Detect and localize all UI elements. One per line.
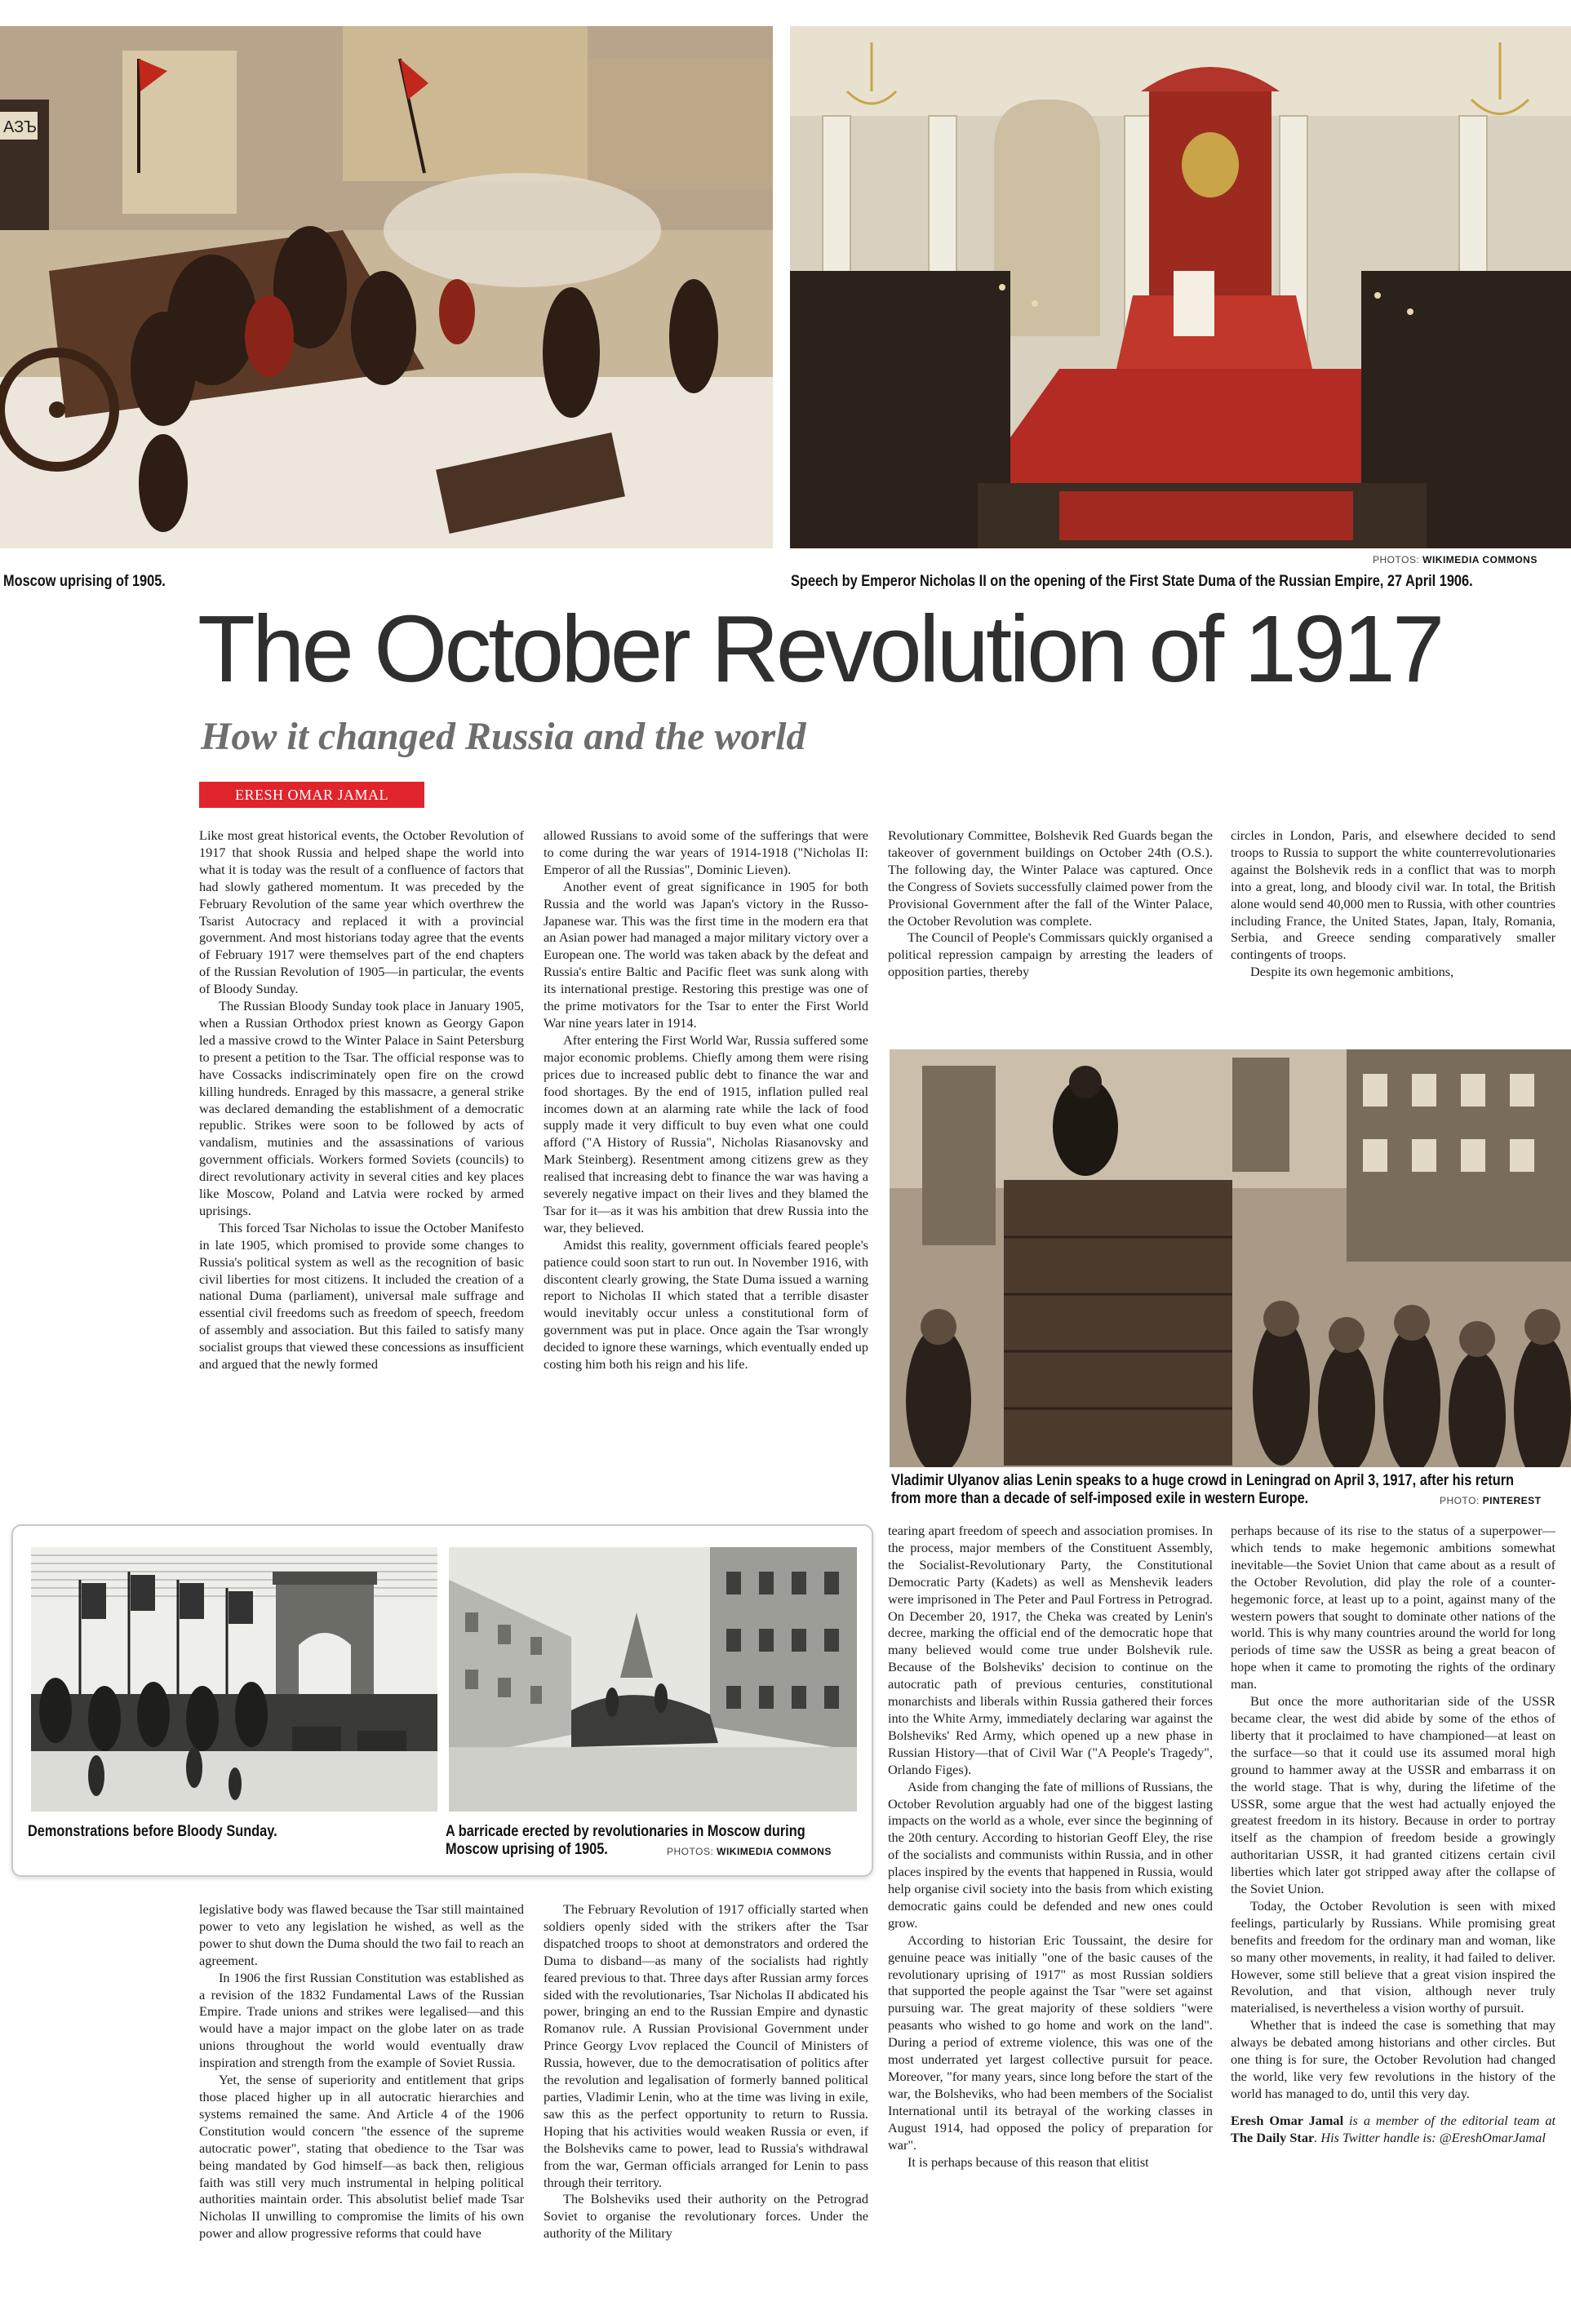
paragraph: perhaps because of its rise to the status of a superpower—which tends to make hegemonic ambitions somewhat inevitable—the Soviet Union that came about as a result of the October Revolution, did play the role of a counter-hegemonic force, at least up to a point, against many of the western powers that sought to dominate other nations of the world. This is why many countries around the world for long periods of time saw the USSR as being a great beacon of hope when it came to promoting the rights of the ordinary man. [1231, 1523, 1555, 1692]
paragraph: Another event of great significance in 1905 for both Russia and the world was Japan's victory in the Russo-Japanese war. This was the first time in the modern era that an Asian power had managed a major military victory over a European one. The world was taken aback by the defeat and Russia's entire Baltic and Pacific fleet was sunk along with its international prestige. Restoring this prestige was one of the prime motivators for the Tsar to enter the First World War nine years later in 1914. [544, 878, 868, 1031]
article-column-3 [888, 827, 1213, 1017]
paragraph: Today, the October Revolution is seen with mixed feelings, particularly by Russians. While promising great benefits and freedom for the ordinary man and woman, like so many other movements, in reality, it had failed to deliver. However, some still believe that a great vision inspired the Revolution, and that vision, although never truly materialised, is nevertheless a vision worthy of pursuit. [1231, 1897, 1555, 2016]
author-name: Eresh Omar Jamal [1231, 2112, 1344, 2128]
paragraph: Revolutionary Committee, Bolshevik Red Guards began the takeover of government buildings on October 24th (O.S.). The following day, the Winter Palace was captured. Once the Congress of Soviets successfully claimed power from the Provisional Government after the fall of the Winter Palace, the October Revolution was complete. [888, 827, 1213, 929]
paragraph: In 1906 the first Russian Constitution was established as a revision of the 1832 Fundamental Laws of the Russian Empire. Trade unions and strikes were legalised—and this would have a major impact on the globe later on as trade unions throughout the world would eventually draw inspiration and strength from the example of Soviet Russia. [199, 1969, 524, 2071]
article-subtitle: How it changed Russia and the world [201, 715, 806, 758]
paragraph: According to historian Eric Toussaint, the desire for genuine peace was initially "one of the basic causes of the revolutionary uprising of 1917" as most Russian soldiers that supported the people against the Tsar "were set against pursuing war. The great majority of these soldiers "were peasants who wished to go home and work on the land". During a period of extreme violence, this was one of the most underrated yet largest collective pursuit for peace. Moreover, "for many years, since long before the start of the war, the Bolsheviks, who had been members of the Socialist International until its betrayal of the working classes in August 1914, had opposed the policy of preparation for war". [888, 1931, 1213, 2153]
byline: ERESH OMAR JAMAL [199, 782, 424, 808]
paragraph: legislative body was flawed because the Tsar still maintained power to veto any legislation he wished, as well as the power to shut down the Duma should the two fail to reach an agreement. [199, 1901, 524, 1968]
paragraph: The Council of People's Commissars quickly organised a political repression campaign by arresting the leaders of opposition parties, thereby [888, 929, 1213, 980]
paragraph: Like most great historical events, the October Revolution of 1917 that shook Russia and helped shape the world into what it is today was the result of a confluence of factors that had slowly gathered momentum. It was preceded by the February Revolution of the same year which overthrew the Tsarist Autocracy and replaced it with a provincial government. And most historians today agree that the events of February 1917 were themselves part of the end chapters of the Russian Revolution of 1905—in particular, the events of Bloody Sunday. [199, 827, 524, 997]
paragraph: tearing apart freedom of speech and association promises. In the process, major members of the Constituent Assembly, the Socialist-Revolutionary Party, the Constitutional Democratic Party (Kadets) as well as Menshevik leaders were imprisoned in The Peter and Paul Fortress in Petrograd. On December 20, 1917, the Cheka was created by Lenin's decree, marking the official end of the democratic hope that many believed would come true under Bolshevik rule. Because of the Bolsheviks' decision to continue on the autocratic path of previous centuries, constitutional monarchists and liberals within Russia gathered their forces into the White Army, immediately declaring war against the Bolsheviks' Red Army, which opened up a new phase in Russian History—that of Civil War ("A People's Tragedy", Orlando Figes). [888, 1523, 1213, 1777]
paragraph: The February Revolution of 1917 officially started when soldiers openly sided with the strikers after the Tsar dispatched troops to shoot at demonstrators and ordered the Duma to disband—as many of the socialists had rightly feared previous to that. Three days after Russian army forces sided with the revolutionaries, Tsar Nicholas II abdicated his power, bringing an end to the Russian Empire and dynastic Romanov rule. A Russian Provisional Government under Prince Georgy Lvov replaced the Council of Ministers of Russia, however, due to the democratisation of politics after the revolution and legalisation of formerly banned political parties, Vladimir Lenin, who at the time was living in exile, saw this as the perfect opportunity to return to Russia. Hoping that his activities would weaken Russia or even, if the Bolsheviks came to power, lead to Russia's withdrawal from the war, German officials arranged for Lenin to pass through their territory. [544, 1901, 868, 2190]
paragraph: allowed Russians to avoid some of the sufferings that were to come during the war years of 1914-1918 ("Nicholas II: Emperor of all the Russias", Dominic Lieven). [544, 827, 868, 877]
paragraph: Yet, the sense of superiority and entitlement that grips those placed higher up in all autocratic hierarchies and systems remained the same. And Article 4 of the 1906 Constitution would concern "the essence of the supreme autocratic power", stating that obedience to the Tsar was being mandated by God himself—as back then, religious faith was still very much instrumental in helping political authorities maintain order. This absolutist belief made Tsar Nicholas II unwilling to compromise the limits of his own power and allow progressive reforms that could have [199, 2072, 524, 2242]
article-column-2 [544, 827, 868, 1506]
paragraph: circles in London, Paris, and elsewhere decided to send troops to Russia to support the white counterrevolutionaries against the Bolshevik reds in a conflict that was to morph into a great, long, and bloody civil war. In total, the British alone would send 40,000 men to Russia, with other countries including France, the United States, Japan, Italy, Romania, Serbia, and Greece sending comparatively smaller contingents of troops. [1231, 827, 1555, 963]
article-column-1-continued [199, 1901, 524, 2324]
caption-line: Moscow uprising of 1905. [446, 1841, 608, 1858]
paragraph: It is perhaps because of this reason that elitist [908, 2153, 1149, 2170]
photo-lenin-speech [890, 1049, 1571, 1467]
photo-credit [1373, 554, 1538, 565]
paragraph: Whether that is indeed the case is something that may always be debated among historians and other circles. But one thing is for sure, the October Revolution had changed the world, like very few revolutions in the history of the world has managed to do, until this very day. [1231, 2017, 1555, 2101]
bio-text: is a member of the editorial team at [1349, 2112, 1555, 2128]
credit-source: PINTEREST [1482, 1495, 1542, 1506]
photo-caption: Demonstrations before Bloody Sunday. [28, 1823, 277, 1840]
article-column-1 [199, 827, 524, 1506]
paragraph: The Bolsheviks used their authority on the Petrograd Soviet to organise the revolutionary forces. Under the authority of the Military [544, 2191, 868, 2242]
credit-source: WIKIMEDIA COMMONS [1422, 554, 1538, 565]
photo-credit [667, 1846, 832, 1857]
photo-moscow-uprising [0, 26, 773, 548]
credit-source: WIKIMEDIA COMMONS [717, 1846, 832, 1857]
article-title: The October Revolution of 1917 [197, 596, 1442, 702]
paragraph: But once the more authoritarian side of the USSR became clear, the west did abide by some of the ethos of liberty that it proclaimed to have championed—at least on the surface—so that it could use its assumed moral high ground to hammer away at the USSR and embarrass it on the world stage. That is why, during the lifetime of the USSR, some argue that the west had actually enjoyed the greatest freedom in its history. Because in order to portray itself as the champion of freedom beside a growingly authoritarian USSR, it had granted citizens certain civil liberties which later got stripped away after the collapse of the Soviet Union. [1231, 1693, 1555, 1897]
article-column-4 [1231, 827, 1555, 1033]
credit-label: PHOTOS: [1373, 554, 1420, 565]
shop-sign-text: АЗЪ [3, 118, 38, 136]
paragraph: Despite its own hegemonic ambitions, [1250, 964, 1454, 980]
article-column-3-continued [888, 1523, 1213, 2324]
paragraph: Amidst this reality, government officials feared people's patience could soon start to run out. In November 1916, with discontent clearly growing, the State Duma issued a warning report to Nicholas II which stated that a terrible disaster would inevitably occur unless a constitutional form of government was put in place. Once again the Tsar wrongly decided to ignore these warnings, which eventually ended up costing him both his reign and his life. [544, 1236, 868, 1373]
paragraph: The Russian Bloody Sunday took place in January 1905, when a Russian Orthodox priest known as Georgy Gapon led a massive crowd to the Winter Palace in Saint Petersburg to present a petition to the Tsar. The official response was to have Cossacks indiscriminately open fire on the crowd killing hundreds. Enraged by this massacre, a general strike was declared demanding the establishment of a democratic republic. Strikes were soon to be followed by acts of vandalism, mutinies and the assassinations of various government officials. Workers formed Soviets (councils) to direct revolutionary activity in several cities and key places like Moscow, Poland and Latvia were rocked by armed uprisings. [199, 998, 524, 1218]
twitter-handle: @EreshOmarJamal [1439, 2129, 1546, 2145]
paragraph: Aside from changing the fate of millions of Russians, the October Revolution arguably had one of the biggest lasting impacts on the world as a whole, ever since the beginning of the 20th century. According to historian Geoff Eley, the rise of the socialists and communists within Russia, and in other places inspired by the events that happened in Russia, would help organise civil society into the basis from which existing democratic gains could be defended and new ones could grow. [888, 1778, 1213, 1931]
photo-inset-box [11, 1524, 873, 1877]
article-column-2-continued [544, 1901, 868, 2324]
credit-label: PHOTO: [1440, 1495, 1480, 1506]
article-column-4-continued [1231, 1523, 1555, 2324]
caption-line: from more than a decade of self-imposed exile in western Europe. [891, 1490, 1309, 1507]
caption-line: Vladimir Ulyanov alias Lenin speaks to a huge crowd in Leningrad on April 3, 1917, after his return [891, 1472, 1515, 1489]
photo-bloody-sunday [31, 1547, 437, 1812]
paragraph: After entering the First World War, Russia suffered some major economic problems. Chiefly among them were rising prices due to increased public debt to finance the war and food shortages. By the end of 1915, inflation pulled real incomes down at an alarming rate while the lack of food supply made it very difficult to buy even what one could afford ("A History of Russia", Nicholas Riasanovsky and Mark Steinberg). Resentment among citizens grew as they realised that increasing debt to finance the war was having a severely negative impact on their lives and they blamed the Tsar for it—as it was his ambition that drew Russia into the war, they believed. [544, 1031, 868, 1235]
bio-text: . His Twitter handle is: [1314, 2129, 1436, 2145]
photo-duma-speech [790, 26, 1571, 548]
paragraph: This forced Tsar Nicholas to issue the October Manifesto in late 1905, which promised to provide some changes to Russia's political system as well as the recognition of basic civil liberties for most citizens. It included the creation of a national Duma (parliament), universal male suffrage and essential civil freedoms such as freedom of speech, freedom of assembly and association. But this failed to satisfy many socialist groups that viewed these concessions as insufficient and argued that the newly formed [199, 1219, 524, 1373]
caption-line: A barricade erected by revolutionaries in Moscow during [446, 1823, 805, 1840]
photo-caption: Moscow uprising of 1905. [3, 573, 166, 590]
photo-caption: Speech by Emperor Nicholas II on the opening of the First State Duma of the Russian Empire, 27 April 1906. [791, 573, 1473, 590]
photo-credit [1440, 1495, 1541, 1506]
photo-caption [891, 1472, 1514, 1508]
author-bio [1231, 2113, 1555, 2147]
credit-label: PHOTOS: [667, 1846, 714, 1857]
photo-barricade [449, 1547, 857, 1812]
newspaper-name: The Daily Star [1231, 2129, 1315, 2145]
